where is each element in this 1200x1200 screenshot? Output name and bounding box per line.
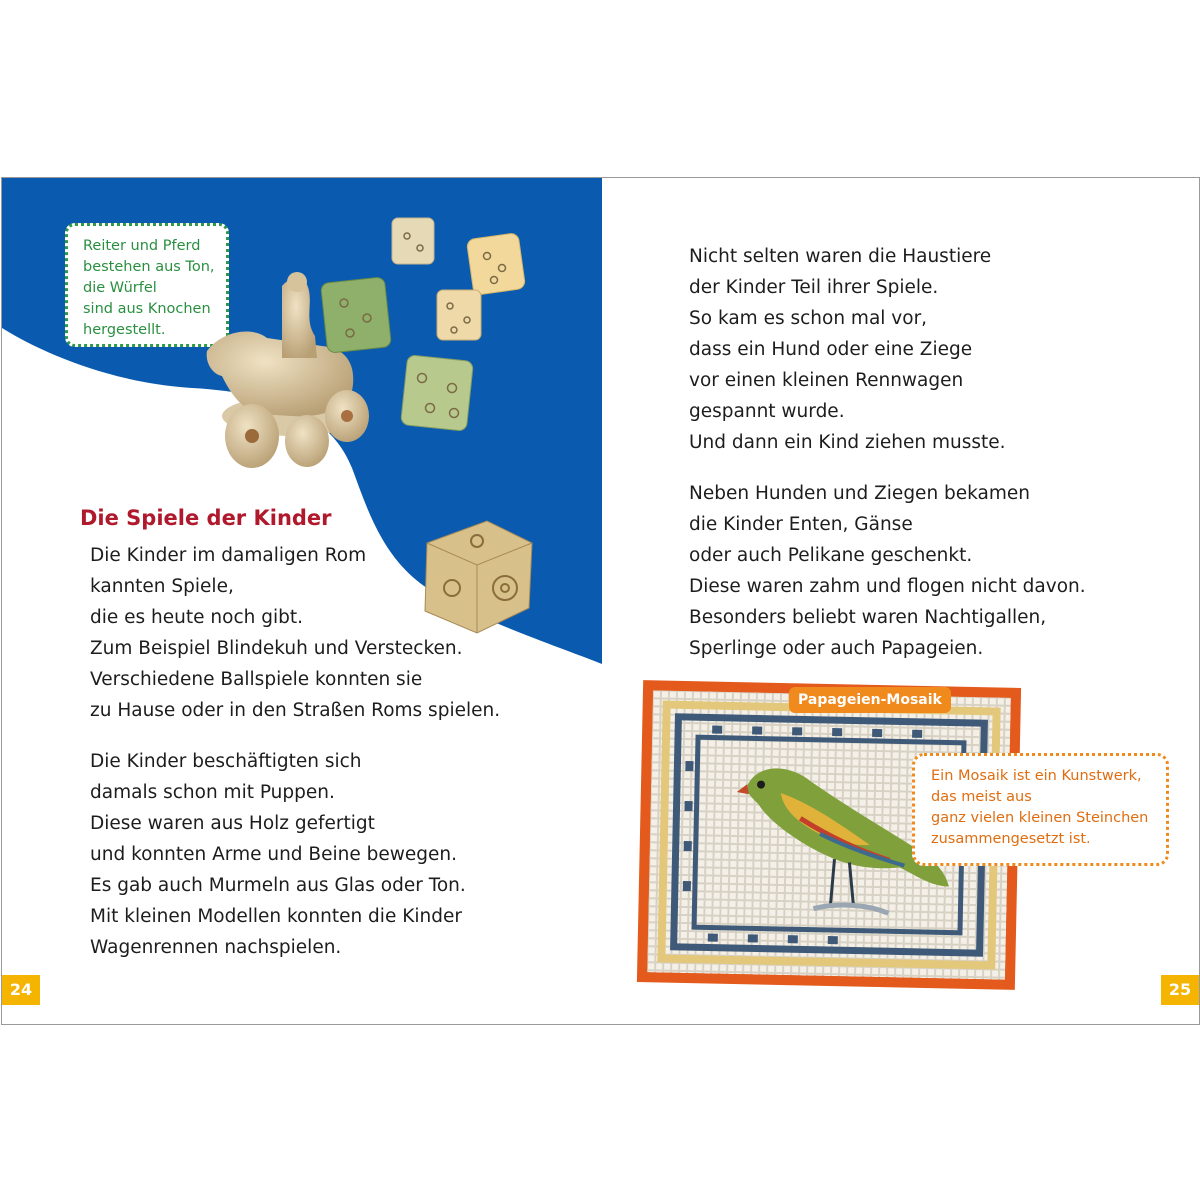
text-line: dass ein Hund oder eine Ziege (689, 339, 973, 360)
text-line: Es gab auch Murmeln aus Glas oder Ton. (90, 875, 466, 896)
text-line: Diese waren aus Holz gefertigt (90, 813, 375, 834)
text-line: Die Kinder im damaligen Rom (90, 545, 367, 566)
text-line: damals schon mit Puppen. (90, 782, 335, 803)
text-line: vor einen kleinen Rennwagen (689, 370, 964, 391)
page-number-right: 25 (1161, 975, 1199, 1005)
caption-line: sind aus Knochen (83, 301, 211, 317)
note-line: Ein Mosaik ist ein Kunstwerk, (931, 768, 1142, 784)
text-line: der Kinder Teil ihrer Spiele. (689, 277, 939, 298)
text-line: Wagenrennen nachspielen. (90, 937, 342, 958)
right-page (602, 178, 1199, 1024)
caption-line: bestehen aus Ton, (83, 259, 215, 275)
text-line: Mit kleinen Modellen konnten die Kinder (90, 906, 462, 927)
text-line: und konnten Arme und Beine bewegen. (90, 844, 458, 865)
left-paragraph-2 (90, 746, 466, 963)
section-heading: Die Spiele der Kinder (80, 506, 332, 530)
text-line: zu Hause oder in den Straßen Roms spielen. (90, 700, 501, 721)
text-line: gespannt wurde. (689, 401, 845, 422)
text-line: Sperlinge oder auch Papageien. (689, 638, 984, 659)
text-line: Die Kinder beschäftigten sich (90, 751, 362, 772)
left-page (2, 178, 602, 1024)
page-number-left: 24 (2, 975, 40, 1005)
caption-line: die Würfel (83, 280, 157, 296)
caption-line: Reiter und Pferd (83, 238, 201, 254)
note-line: zusammengesetzt ist. (931, 831, 1091, 847)
text-line: Nicht selten waren die Haustiere (689, 246, 992, 267)
text-line: So kam es schon mal vor, (689, 308, 928, 329)
mosaic-label-badge: Papageien-Mosaik (789, 687, 951, 713)
text-line: die Kinder Enten, Gänse (689, 514, 913, 535)
text-line: Besonders beliebt waren Nachtigallen, (689, 607, 1047, 628)
caption-line: hergestellt. (83, 322, 166, 338)
text-line: kannten Spiele, (90, 576, 234, 597)
text-line: oder auch Pelikane geschenkt. (689, 545, 973, 566)
text-line: Diese waren zahm und flogen nicht davon. (689, 576, 1086, 597)
note-line: das meist aus (931, 789, 1032, 805)
text-line: Zum Beispiel Blindekuh und Verstecken. (90, 638, 463, 659)
right-paragraph-1 (689, 241, 1006, 458)
mosaic-note-box (912, 753, 1169, 866)
note-line: ganz vielen kleinen Steinchen (931, 810, 1149, 826)
text-line: Und dann ein Kind ziehen musste. (689, 432, 1006, 453)
text-line: die es heute noch gibt. (90, 607, 303, 628)
bone-dice-image (312, 208, 552, 448)
left-paragraph-1 (90, 540, 500, 726)
book-spread (1, 177, 1200, 1025)
text-line: Neben Hunden und Ziegen bekamen (689, 483, 1031, 504)
text-line: Verschiedene Ballspiele konnten sie (90, 669, 423, 690)
right-paragraph-2 (689, 478, 1086, 664)
